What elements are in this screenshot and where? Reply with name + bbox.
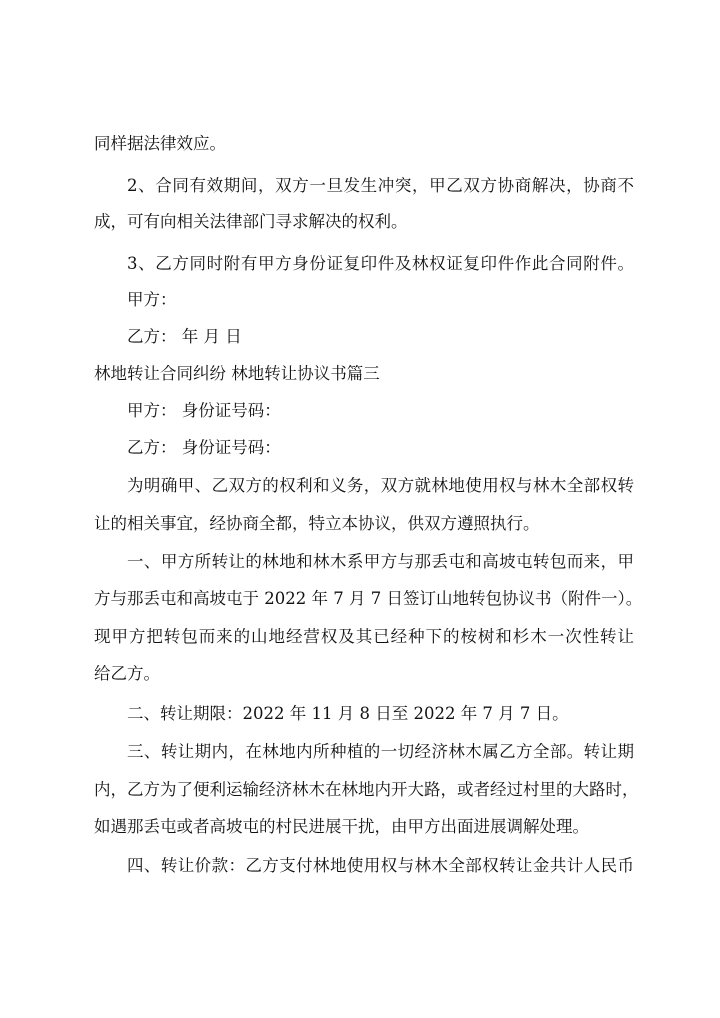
paragraph-line: 成，可有向相关法律部门寻求解决的权利。 bbox=[94, 212, 408, 231]
party-a-id-line: 甲方： 身份证号码： bbox=[127, 401, 281, 420]
paragraph-line: 三、转让期内，在林地内所种植的一切经济林木属乙方全部。转让期 bbox=[127, 742, 634, 761]
paragraph-line: 2、合同有效期间，双方一旦发生冲突，甲乙双方协商解决，协商不 bbox=[127, 176, 634, 195]
paragraph-line: 现甲方把转包而来的山地经营权及其已经种下的桉树和杉木一次性转让 bbox=[94, 627, 634, 646]
paragraph-line: 给乙方。 bbox=[94, 664, 160, 683]
signature-line-party-a: 甲方： bbox=[127, 290, 177, 309]
party-b-id-line: 乙方： 身份证号码： bbox=[127, 438, 281, 457]
paragraph-line: 内，乙方为了便利运输经济林木在林地内开大路，或者经过村里的大路时， bbox=[94, 780, 639, 799]
paragraph-line: 方与那丢屯和高坡屯于 2022 年 7 月 7 日签订山地转包协议书（附件一）。 bbox=[94, 589, 643, 608]
paragraph-line: 同样据法律效应。 bbox=[94, 134, 226, 153]
paragraph-line: 二、转让期限：2022 年 11 月 8 日至 2022 年 7 月 7 日。 bbox=[127, 704, 569, 723]
paragraph-line: 四、转让价款：乙方支付林地使用权与林木全部权转让金共计人民币 bbox=[127, 856, 634, 875]
signature-line-party-b: 乙方： 年 月 日 bbox=[127, 327, 242, 346]
paragraph-line: 如遇那丢屯或者高坡屯的村民进展干扰，由甲方出面进展调解处理。 bbox=[94, 817, 589, 836]
paragraph-line: 一、甲方所转让的林地和林木系甲方与那丢屯和高坡屯转包而来，甲 bbox=[127, 552, 634, 571]
section-heading: 林地转让合同纠纷 林地转让协议书篇三 bbox=[94, 364, 380, 383]
paragraph-line: 为明确甲、乙双方的权利和义务，双方就林地使用权与林木全部权转 bbox=[127, 476, 634, 495]
paragraph-line: 让的相关事宜，经协商全都，特立本协议，供双方遵照执行。 bbox=[94, 514, 540, 533]
paragraph-line: 3、乙方同时附有甲方身份证复印件及林权证复印件作此合同附件。 bbox=[127, 254, 634, 273]
